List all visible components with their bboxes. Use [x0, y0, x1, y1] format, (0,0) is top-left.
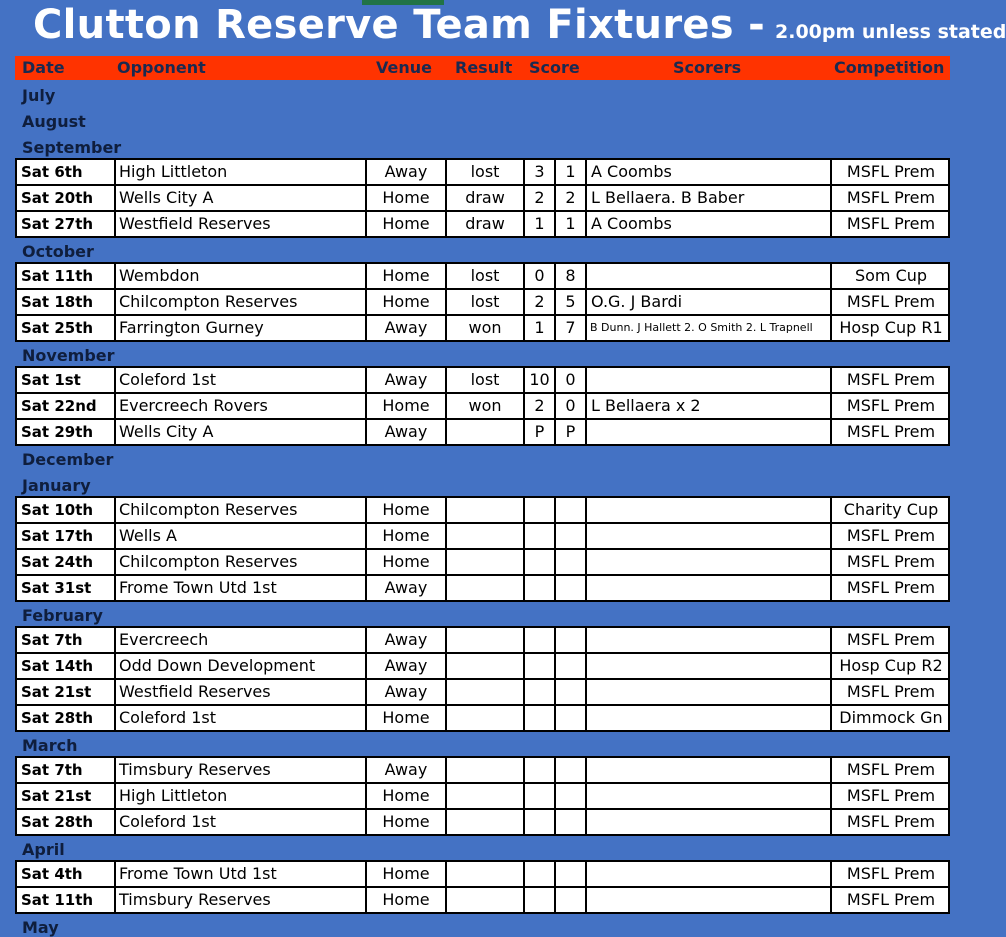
header-score: Score: [529, 58, 580, 77]
fixture-venue: Home: [365, 212, 445, 236]
month-label-august: August: [22, 112, 86, 131]
fixture-opponent: Wells City A: [114, 186, 365, 210]
fixture-score-away: [554, 784, 585, 808]
fixture-score-home: [523, 498, 554, 522]
month-label-september: September: [22, 138, 122, 157]
title-subtitle: 2.00pm unless stated: [775, 21, 1006, 43]
page-title: [33, 2, 1006, 56]
fixture-opponent: Frome Town Utd 1st: [114, 576, 365, 600]
fixture-row: [15, 184, 950, 210]
fixture-opponent: Westfield Reserves: [114, 680, 365, 704]
header-venue: Venue: [376, 58, 432, 77]
fixture-date: Sat 28th: [21, 813, 94, 831]
fixture-date: Sat 24th: [21, 553, 94, 571]
fixture-date: Sat 22nd: [21, 397, 97, 415]
fixture-result: [445, 498, 523, 522]
fixture-competition: MSFL Prem: [830, 394, 950, 418]
fixture-score-away: [554, 706, 585, 730]
fixture-opponent: Timsbury Reserves: [114, 888, 365, 912]
fixture-score-home: [523, 888, 554, 912]
fixture-score-away: [554, 550, 585, 574]
fixture-competition: MSFL Prem: [830, 862, 950, 886]
title-main: Clutton Reserve Team Fixtures -: [33, 2, 766, 48]
fixture-opponent: Wells City A: [114, 420, 365, 444]
fixture-row: [15, 626, 950, 652]
fixture-result: [445, 680, 523, 704]
fixture-score-home: [523, 654, 554, 678]
fixture-venue: Away: [365, 628, 445, 652]
fixture-opponent: Chilcompton Reserves: [114, 498, 365, 522]
fixture-competition: MSFL Prem: [830, 784, 950, 808]
fixture-score-home: [523, 758, 554, 782]
fixture-date: Sat 29th: [21, 423, 94, 441]
fixture-score-away: 0: [554, 368, 585, 392]
fixture-score-away: [554, 680, 585, 704]
fixture-scorers: [585, 758, 830, 782]
fixture-opponent: Westfield Reserves: [114, 212, 365, 236]
fixture-row: [15, 782, 950, 808]
fixture-scorers: B Dunn. J Hallett 2. O Smith 2. L Trapnell: [585, 316, 830, 340]
fixture-venue: Home: [365, 524, 445, 548]
fixture-opponent: Coleford 1st: [114, 810, 365, 834]
fixture-date: Sat 28th: [21, 709, 94, 727]
fixture-date: Sat 11th: [21, 267, 94, 285]
fixture-scorers: [585, 784, 830, 808]
fixture-score-away: [554, 524, 585, 548]
fixture-date: Sat 10th: [21, 501, 94, 519]
fixture-venue: Away: [365, 316, 445, 340]
header-competition: Competition: [834, 58, 945, 77]
month-label-march: March: [22, 736, 78, 755]
month-label-november: November: [22, 346, 115, 365]
fixture-competition: MSFL Prem: [830, 420, 950, 444]
header-date: Date: [22, 58, 65, 77]
fixture-score-home: 10: [523, 368, 554, 392]
fixture-score-away: [554, 888, 585, 912]
fixture-scorers: [585, 576, 830, 600]
fixture-opponent: Coleford 1st: [114, 706, 365, 730]
fixture-date: Sat 17th: [21, 527, 94, 545]
fixture-row: [15, 392, 950, 418]
fixture-result: [445, 888, 523, 912]
fixture-scorers: [585, 550, 830, 574]
fixture-result: [445, 758, 523, 782]
fixture-score-away: 0: [554, 394, 585, 418]
fixture-competition: MSFL Prem: [830, 758, 950, 782]
fixture-score-home: P: [523, 420, 554, 444]
fixture-score-away: [554, 576, 585, 600]
fixture-scorers: [585, 420, 830, 444]
fixture-venue: Home: [365, 784, 445, 808]
fixture-score-away: 8: [554, 264, 585, 288]
fixture-competition: Hosp Cup R2: [830, 654, 950, 678]
fixture-row: [15, 522, 950, 548]
fixture-competition: Som Cup: [830, 264, 950, 288]
fixture-date: Sat 31st: [21, 579, 92, 597]
fixture-competition: MSFL Prem: [830, 290, 950, 314]
month-label-may: May: [22, 918, 59, 937]
fixture-venue: Home: [365, 394, 445, 418]
month-label-december: December: [22, 450, 114, 469]
fixture-date: Sat 27th: [21, 215, 94, 233]
month-label-october: October: [22, 242, 94, 261]
fixture-scorers: [585, 264, 830, 288]
fixture-competition: Charity Cup: [830, 498, 950, 522]
fixture-score-home: 2: [523, 290, 554, 314]
fixture-scorers: [585, 888, 830, 912]
fixture-opponent: Odd Down Development: [114, 654, 365, 678]
fixture-competition: MSFL Prem: [830, 160, 950, 184]
fixture-score-away: 1: [554, 212, 585, 236]
fixture-result: [445, 524, 523, 548]
fixture-date: Sat 21st: [21, 787, 92, 805]
fixture-competition: MSFL Prem: [830, 212, 950, 236]
table-header: [15, 56, 950, 80]
fixture-opponent: Frome Town Utd 1st: [114, 862, 365, 886]
fixture-scorers: [585, 524, 830, 548]
fixture-venue: Home: [365, 290, 445, 314]
fixture-date: Sat 7th: [21, 761, 83, 779]
fixture-date: Sat 21st: [21, 683, 92, 701]
fixture-result: lost: [445, 290, 523, 314]
fixture-row: [15, 652, 950, 678]
fixture-score-home: [523, 628, 554, 652]
fixture-result: [445, 784, 523, 808]
fixture-row: [15, 366, 950, 392]
fixture-row: [15, 860, 950, 886]
fixture-result: [445, 576, 523, 600]
fixture-result: [445, 550, 523, 574]
fixture-venue: Home: [365, 706, 445, 730]
fixture-opponent: Timsbury Reserves: [114, 758, 365, 782]
fixture-result: draw: [445, 212, 523, 236]
fixture-competition: MSFL Prem: [830, 680, 950, 704]
header-scorers: Scorers: [673, 58, 742, 77]
fixture-row: [15, 418, 950, 446]
fixture-venue: Away: [365, 160, 445, 184]
fixture-competition: Hosp Cup R1: [830, 316, 950, 340]
month-label-april: April: [22, 840, 65, 859]
fixture-scorers: A Coombs: [585, 160, 830, 184]
fixture-result: lost: [445, 160, 523, 184]
fixture-score-home: 0: [523, 264, 554, 288]
fixture-scorers: [585, 498, 830, 522]
fixture-score-away: 7: [554, 316, 585, 340]
fixture-row: [15, 808, 950, 836]
fixture-date: Sat 20th: [21, 189, 94, 207]
fixture-score-home: [523, 784, 554, 808]
fixture-result: [445, 862, 523, 886]
fixture-score-away: 5: [554, 290, 585, 314]
fixture-opponent: High Littleton: [114, 160, 365, 184]
fixture-scorers: [585, 368, 830, 392]
fixture-scorers: [585, 654, 830, 678]
fixture-date: Sat 25th: [21, 319, 94, 337]
fixture-result: draw: [445, 186, 523, 210]
month-label-july: July: [22, 86, 56, 105]
fixture-date: Sat 18th: [21, 293, 94, 311]
fixture-score-home: [523, 550, 554, 574]
fixture-row: [15, 756, 950, 782]
fixture-date: Sat 4th: [21, 865, 83, 883]
fixture-score-away: 2: [554, 186, 585, 210]
fixture-competition: MSFL Prem: [830, 810, 950, 834]
fixture-competition: MSFL Prem: [830, 550, 950, 574]
fixture-scorers: [585, 628, 830, 652]
fixture-competition: MSFL Prem: [830, 368, 950, 392]
fixture-opponent: Evercreech: [114, 628, 365, 652]
fixture-venue: Home: [365, 810, 445, 834]
fixture-result: [445, 420, 523, 444]
fixture-opponent: Wembdon: [114, 264, 365, 288]
fixture-competition: MSFL Prem: [830, 186, 950, 210]
fixture-venue: Away: [365, 368, 445, 392]
fixture-row: [15, 886, 950, 914]
fixture-venue: Home: [365, 888, 445, 912]
fixture-date: Sat 14th: [21, 657, 94, 675]
fixture-opponent: Farrington Gurney: [114, 316, 365, 340]
fixture-date: Sat 6th: [21, 163, 83, 181]
fixture-result: [445, 654, 523, 678]
fixture-score-home: [523, 524, 554, 548]
fixture-score-home: 1: [523, 316, 554, 340]
fixture-opponent: Coleford 1st: [114, 368, 365, 392]
fixture-score-home: [523, 576, 554, 600]
fixture-venue: Home: [365, 186, 445, 210]
header-result: Result: [455, 58, 513, 77]
fixture-scorers: O.G. J Bardi: [585, 290, 830, 314]
month-label-january: January: [22, 476, 91, 495]
month-label-february: February: [22, 606, 103, 625]
fixture-scorers: [585, 862, 830, 886]
fixture-scorers: [585, 810, 830, 834]
fixture-venue: Away: [365, 420, 445, 444]
fixture-competition: Dimmock Gn: [830, 706, 950, 730]
fixture-score-away: [554, 862, 585, 886]
fixture-venue: Home: [365, 550, 445, 574]
fixture-scorers: L Bellaera x 2: [585, 394, 830, 418]
fixture-row: [15, 288, 950, 314]
fixture-row: [15, 314, 950, 342]
fixture-scorers: L Bellaera. B Baber: [585, 186, 830, 210]
fixture-score-home: 2: [523, 394, 554, 418]
fixture-competition: MSFL Prem: [830, 576, 950, 600]
fixture-opponent: Wells A: [114, 524, 365, 548]
fixture-row: [15, 574, 950, 602]
fixture-score-home: 1: [523, 212, 554, 236]
fixture-row: [15, 262, 950, 288]
fixture-score-home: [523, 680, 554, 704]
fixture-venue: Away: [365, 576, 445, 600]
fixture-venue: Away: [365, 654, 445, 678]
fixture-opponent: High Littleton: [114, 784, 365, 808]
fixture-score-home: [523, 862, 554, 886]
fixture-result: [445, 706, 523, 730]
fixture-date: Sat 11th: [21, 891, 94, 909]
fixture-venue: Home: [365, 498, 445, 522]
fixture-score-away: [554, 498, 585, 522]
fixture-row: [15, 704, 950, 732]
fixture-venue: Home: [365, 264, 445, 288]
fixture-competition: MSFL Prem: [830, 524, 950, 548]
fixture-result: [445, 810, 523, 834]
fixture-score-away: [554, 628, 585, 652]
fixture-score-away: [554, 758, 585, 782]
fixture-result: won: [445, 316, 523, 340]
fixture-venue: Away: [365, 680, 445, 704]
fixture-score-away: [554, 810, 585, 834]
fixture-opponent: Chilcompton Reserves: [114, 550, 365, 574]
fixture-row: [15, 496, 950, 522]
fixture-score-away: [554, 654, 585, 678]
fixture-scorers: A Coombs: [585, 212, 830, 236]
fixture-score-home: 3: [523, 160, 554, 184]
fixture-result: [445, 628, 523, 652]
fixture-competition: MSFL Prem: [830, 888, 950, 912]
fixture-venue: Home: [365, 862, 445, 886]
fixture-venue: Away: [365, 758, 445, 782]
header-opponent: Opponent: [117, 58, 206, 77]
fixture-score-away: 1: [554, 160, 585, 184]
fixture-opponent: Evercreech Rovers: [114, 394, 365, 418]
fixture-score-home: [523, 706, 554, 730]
fixture-date: Sat 1st: [21, 371, 81, 389]
fixture-result: lost: [445, 264, 523, 288]
fixture-score-home: 2: [523, 186, 554, 210]
fixture-row: [15, 210, 950, 238]
fixture-row: [15, 678, 950, 704]
fixture-result: lost: [445, 368, 523, 392]
fixture-opponent: Chilcompton Reserves: [114, 290, 365, 314]
fixture-score-home: [523, 810, 554, 834]
fixture-scorers: [585, 706, 830, 730]
fixture-date: Sat 7th: [21, 631, 83, 649]
fixture-competition: MSFL Prem: [830, 628, 950, 652]
fixture-row: [15, 548, 950, 574]
fixture-row: [15, 158, 950, 184]
fixture-scorers: [585, 680, 830, 704]
fixture-result: won: [445, 394, 523, 418]
fixture-score-away: P: [554, 420, 585, 444]
